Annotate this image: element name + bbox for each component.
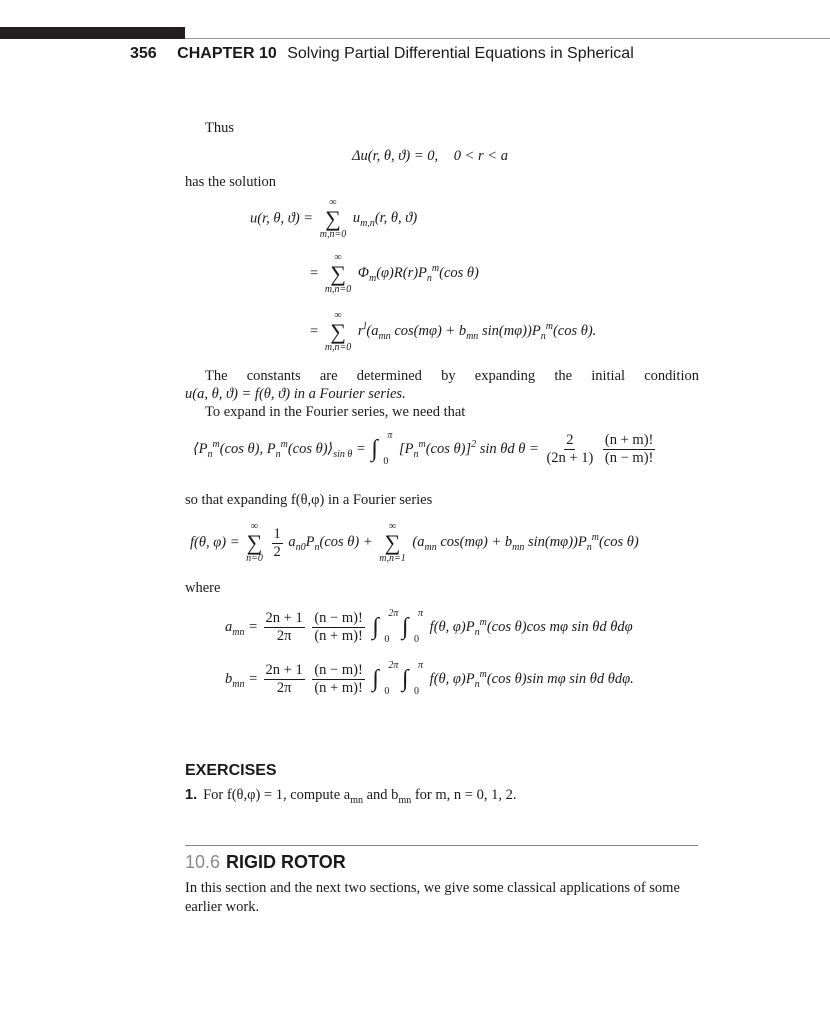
- laplace-equation: [352, 148, 508, 165]
- solution-line-2: [310, 253, 479, 295]
- equals-sign: =: [310, 265, 319, 282]
- sum-symbol: ∞ ∑ m,n=0: [319, 197, 347, 240]
- coef-frac2-den: (n + m)!: [314, 627, 363, 644]
- bmn-lhs: $b_{mn}$ =: [225, 670, 258, 690]
- chapter-title: Solving Partial Differential Equations in Spherical: [287, 45, 634, 62]
- equals-sign: =: [310, 323, 319, 340]
- solution-line-3: [310, 311, 596, 353]
- header-rule: [185, 38, 830, 39]
- integral-upper: π: [418, 659, 424, 671]
- integral-upper: 2π: [388, 607, 399, 619]
- sum-symbol: ∞ ∑ m,n=0: [324, 310, 352, 353]
- integral-lower: 0: [383, 455, 389, 467]
- coef-frac2-num: (n − m)!: [314, 662, 363, 678]
- norm-fraction-1: [544, 432, 595, 466]
- laplace-domain: 0 < r < a: [453, 148, 508, 164]
- exercise-text: For f(θ,φ) = 1, compute $a_{mn}$ and $b_{mn}$ for m, n = 0, 1, 2.: [203, 787, 517, 806]
- integral-upper: π: [418, 607, 424, 619]
- coef-fraction-1: [264, 610, 305, 644]
- integral-sign-inner: ∫ π 0: [402, 607, 424, 645]
- fourier-lhs: f(θ, φ) =: [190, 534, 240, 551]
- integral-lower: 0: [414, 685, 420, 697]
- sum-upper: ∞: [334, 252, 342, 263]
- sum-upper: ∞: [329, 197, 337, 208]
- coef-fraction-2: [312, 662, 364, 696]
- page-number: 356: [130, 45, 157, 62]
- amn-equation: [225, 607, 633, 645]
- sum-lower: m,n=1: [379, 553, 406, 564]
- norm-frac1-den: (2n + 1): [546, 449, 594, 466]
- header-bar: [0, 27, 185, 39]
- sum-symbol: ∞ ∑ n=0: [246, 521, 263, 564]
- norm-frac2-num: (n + m)!: [604, 432, 654, 448]
- bmn-integrand: f(θ, $\varphi)P_n^m(\cos$ θ)sin mφ sin θd θdφ.: [429, 668, 634, 690]
- integral-sign-outer: ∫ 2π 0: [372, 659, 399, 697]
- text-expand: To expand in the Fourier series, we need that: [205, 404, 466, 420]
- norm-frac1-num: 2: [566, 432, 574, 448]
- solution-term-3: $r^l(a_{mn}$ $\cos(m\varphi) + b_{mn}$ $\sin(m\varphi))P_n^m(\cos$ θ).: [357, 321, 597, 343]
- integral-upper: π: [387, 429, 393, 441]
- integral-sign-inner: ∫ π 0: [402, 659, 424, 697]
- coef-frac1-den: 2π: [276, 627, 292, 644]
- fourier-expansion: [190, 522, 639, 564]
- running-header: [130, 45, 634, 63]
- solution-line-1: [250, 198, 417, 240]
- amn-integrand: f(θ, $\varphi)P_n^m(\cos$ θ)cos mφ sin θd θdφ: [429, 616, 633, 638]
- u-args: (r, θ, ϑ): [374, 210, 418, 227]
- laplace-eq-text: Δu(r, θ, ϑ) = 0,: [352, 148, 439, 164]
- coef-frac1-num: 2n + 1: [265, 610, 303, 626]
- sum-upper: ∞: [250, 521, 259, 532]
- text-thus: Thus: [205, 120, 234, 136]
- solution-term-1: [352, 210, 418, 230]
- coef-frac1-den: 2π: [276, 679, 292, 696]
- half-num: 1: [273, 525, 281, 542]
- chapter-label: CHAPTER 10: [177, 45, 277, 62]
- u-symbol: u: [352, 210, 361, 227]
- integral-sign: ∫ π 0: [371, 429, 393, 467]
- sum-lower: m,n=0: [324, 342, 352, 353]
- sum-symbol: ∞ ∑ m,n=0: [324, 252, 352, 295]
- fourier-term-2: ($a_{mn}$ $\cos(m\varphi) + b_{mn}$ $\sin(m\varphi))P_n^m(\cos$ θ): [412, 532, 639, 554]
- solution-lhs: u(r, θ, ϑ) =: [250, 210, 314, 227]
- amn-lhs: $a_{mn}$ =: [225, 618, 258, 638]
- text-constants-line-1: The constants are determined by expanding the initial condition: [205, 368, 699, 384]
- integral-upper: 2π: [388, 659, 399, 671]
- text-where: where: [185, 580, 221, 596]
- inner-product-equation: [193, 429, 657, 467]
- exercise-item-1: [185, 787, 516, 806]
- norm-fraction-2: [603, 432, 655, 466]
- sum-upper: ∞: [334, 310, 342, 321]
- text-has-solution: has the solution: [185, 174, 277, 190]
- inner-product-lhs: $⟨P_n^m(\cos$ θ), $P_n^m(\cos$ $\theta)⟩_{sin \theta}$ =: [193, 438, 366, 460]
- coef-frac1-num: 2n + 1: [265, 662, 303, 678]
- bmn-equation: [225, 659, 634, 697]
- coef-fraction-2: [312, 610, 364, 644]
- section-body: In this section and the next two sections, we give some classical applications of some earlier work.: [185, 880, 680, 915]
- inner-product-integrand: [$P_n^m(\cos$ θ)]$^2$ sin θd θ =: [398, 438, 539, 460]
- half-fraction: [272, 526, 283, 560]
- sum-lower: n=0: [246, 553, 263, 564]
- norm-frac2-den: (n − m)!: [604, 449, 654, 466]
- section-title: RIGID ROTOR: [226, 852, 346, 872]
- u-subscript: m,n: [360, 218, 375, 230]
- integral-lower: 0: [384, 685, 390, 697]
- integral-lower: 0: [414, 633, 420, 645]
- text-constants-line-2: u(a, θ, ϑ) = f(θ, ϑ) in a Fourier series.: [185, 386, 406, 402]
- section-number: 10.6: [185, 852, 221, 872]
- section-rule: [185, 845, 698, 846]
- sum-symbol: ∞ ∑ m,n=1: [379, 521, 406, 564]
- exercises-heading: EXERCISES: [185, 762, 277, 779]
- section-heading: [185, 852, 346, 873]
- integral-lower: 0: [384, 633, 390, 645]
- sum-lower: m,n=0: [319, 229, 347, 240]
- exercise-number: 1.: [185, 787, 198, 803]
- coef-frac2-num: (n − m)!: [314, 610, 363, 626]
- half-den: 2: [273, 543, 281, 560]
- sum-upper: ∞: [388, 521, 397, 532]
- text-so-that: so that expanding f(θ,φ) in a Fourier series: [185, 492, 433, 508]
- coef-frac2-den: (n + m)!: [314, 679, 363, 696]
- integral-sign-outer: ∫ 2π 0: [372, 607, 399, 645]
- sum-lower: m,n=0: [324, 284, 352, 295]
- fourier-term-1: $a_{n0}P_n(\cos$ θ) +: [288, 534, 373, 554]
- coef-fraction-1: [264, 662, 305, 696]
- solution-term-2: $\Phi_m(\varphi)R(r)P_n^m(\cos$ θ): [357, 263, 479, 285]
